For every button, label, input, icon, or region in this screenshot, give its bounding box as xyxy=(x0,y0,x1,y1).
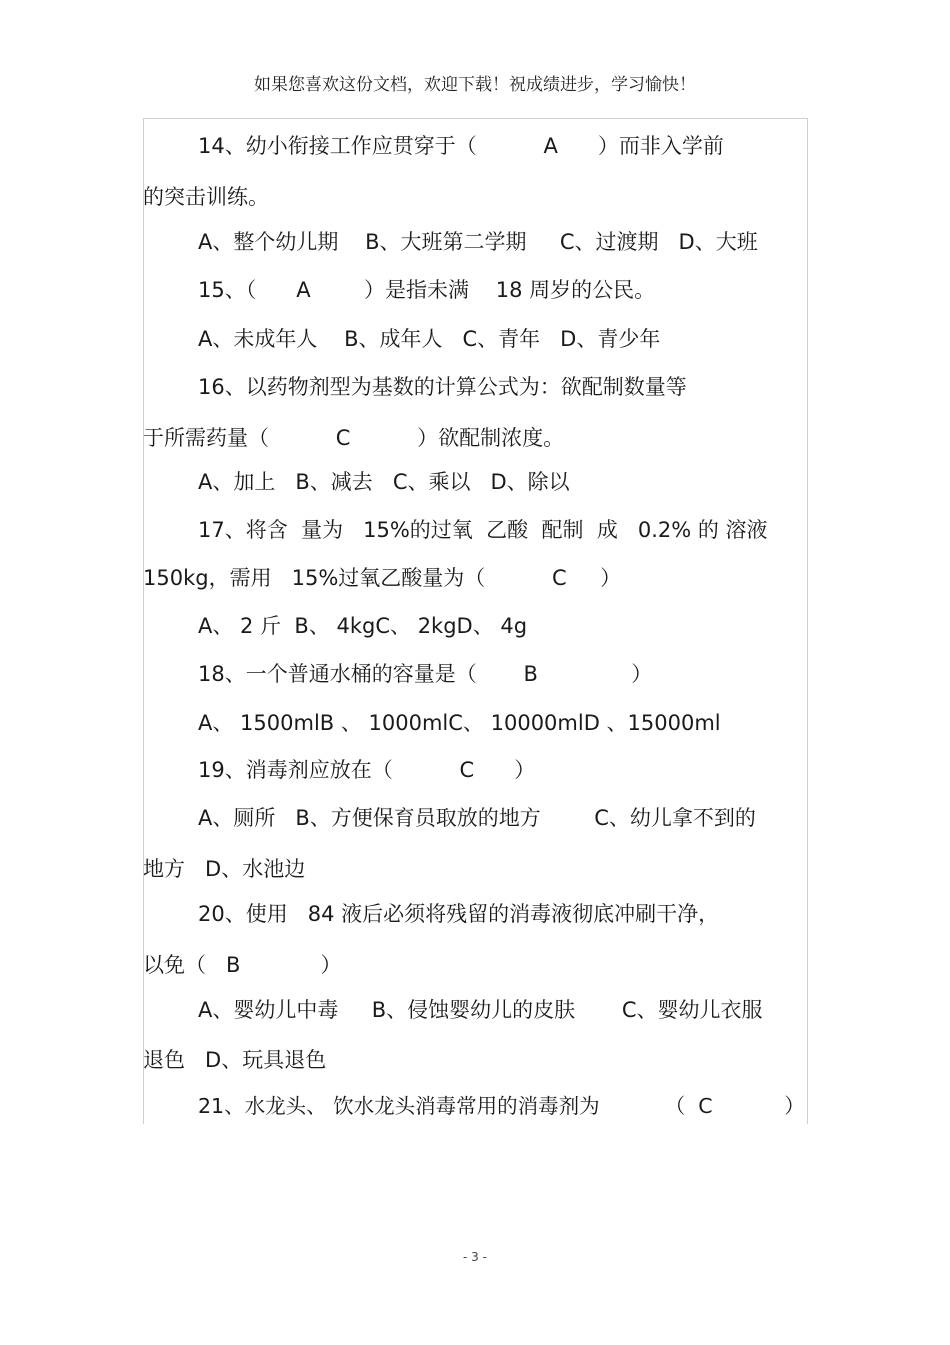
question-20-line-2: 以免（ B ） xyxy=(143,953,342,977)
question-16-line-1: 16、以药物剂型为基数的计算公式为：欲配制数量等 xyxy=(198,375,687,399)
question-19-options-line-1: A、厕所 B、方便保育员取放的地方 C、幼儿拿不到的 xyxy=(198,806,756,830)
question-20-options-line-1: A、婴幼儿中毒 B、侵蚀婴幼儿的皮肤 C、婴幼儿衣服 xyxy=(198,998,763,1022)
page-number: - 3 - xyxy=(463,1250,487,1264)
question-16-options: A、加上 B、减去 C、乘以 D、除以 xyxy=(198,470,570,494)
question-19: 19、消毒剂应放在（ C ） xyxy=(198,758,536,782)
question-20-line-1: 20、使用 84 液后必须将残留的消毒液彻底冲刷干净， xyxy=(198,902,720,926)
question-14-options: A、整个幼儿期 B、大班第二学期 C、过渡期 D、大班 xyxy=(198,230,758,254)
question-19-options-line-2: 地方 D、水池边 xyxy=(143,857,306,881)
question-18-options: A、 1500mlB 、 1000mlC、 10000mlD 、15000ml xyxy=(198,711,721,735)
question-17-options: A、 2 斤 B、 4kgC、 2kgD、 4g xyxy=(198,614,528,638)
question-17-line-1: 17、将含 量为 15%的过氧 乙酸 配制 成 0.2% 的 溶液 xyxy=(198,518,768,542)
question-17-line-2: 150kg，需用 15%过氧乙酸量为（ C ） xyxy=(143,566,622,590)
question-15-options: A、未成年人 B、成年人 C、青年 D、青少年 xyxy=(198,327,661,351)
header-note: 如果您喜欢这份文档，欢迎下载！祝成绩进步，学习愉快！ xyxy=(254,75,696,95)
question-20-options-line-2: 退色 D、玩具退色 xyxy=(143,1048,327,1072)
question-18: 18、一个普通水桶的容量是（ B ） xyxy=(198,662,653,686)
question-15: 15、（ A ）是指未满 18 周岁的公民。 xyxy=(198,278,656,302)
question-16-line-2: 于所需药量（ C ）欲配制浓度。 xyxy=(143,426,565,450)
question-14-line-1: 14、幼小衔接工作应贯穿于（ A ）而非入学前 xyxy=(198,134,724,158)
question-21: 21、水龙头、 饮水龙头消毒常用的消毒剂为 （ C ） xyxy=(198,1094,805,1118)
question-14-line-2: 的突击训练。 xyxy=(143,185,269,209)
